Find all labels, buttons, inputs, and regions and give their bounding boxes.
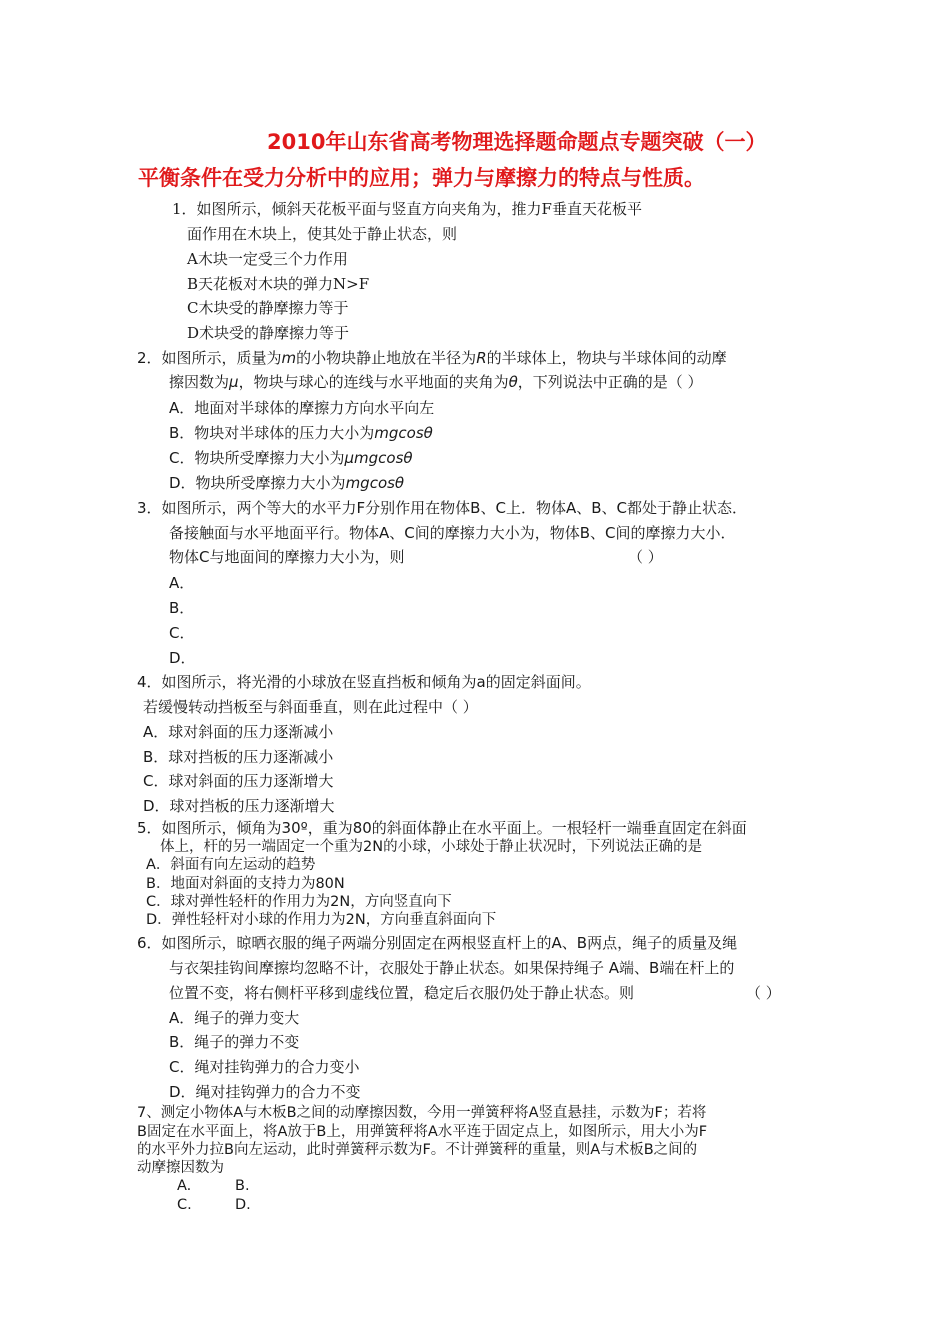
q2-option-b	[169, 423, 433, 443]
q5-option-b: B．地面对斜面的支持力为80N	[146, 876, 345, 892]
q4-stem-line1: 4．如图所示，将光滑的小球放在竖直挡板和倾角为a的固定斜面间。	[137, 673, 591, 691]
q1-option-a: A木块一定受三个力作用	[187, 250, 348, 268]
q5-option-d: D．弹性轻杆对小球的作用力为2N，方向垂直斜面向下	[146, 912, 497, 928]
q2-stem-line1	[137, 348, 727, 368]
q1-stem-line2: 面作用在木块上，使其处于静止状态，则	[187, 225, 458, 243]
q5-stem-line2: 体上，杆的另一端固定一个重为2N的小球，小球处于静止状况时，下列说法正确的是	[160, 839, 703, 855]
q2-stem-text: 的小物块静止地放在半径为	[296, 349, 477, 367]
q2-option-a: A．地面对半球体的摩擦力方向水平向左	[169, 399, 435, 417]
q1-stem-line1: 1．如图所示，倾斜天花板平面与竖直方向夹角为，推力F垂直天花板平	[172, 200, 642, 218]
q3-stem-line2: 备接触面与水平地面平行。物体A、C间的摩擦力大小为，物体B、C间的摩擦力大小．	[169, 524, 736, 542]
q2-stem-text: ，物块与球心的连线与水平地面的夹角为	[238, 373, 509, 391]
q4-option-d: D．球对挡板的压力逐渐增大	[143, 797, 335, 815]
q7-option-a: A.	[177, 1178, 192, 1194]
q4-option-a: A．球对斜面的压力逐渐减小	[143, 723, 334, 741]
q3-stem-line3: 物体C与地面间的摩擦力大小为，则	[169, 548, 405, 566]
q1-option-c: C木块受的静摩擦力等于	[187, 299, 349, 317]
q2-stem-text: ，下列说法中正确的是（ ）	[517, 373, 703, 391]
q2-stem-text: 2．如图所示，质量为	[137, 349, 282, 367]
q2-option-c-expr: μmgcosθ	[344, 449, 413, 467]
doc-subtitle: 平衡条件在受力分析中的应用；弹力与摩擦力的特点与性质。	[138, 166, 705, 190]
q2-option-d-expr: mgcosθ	[345, 474, 405, 492]
q3-option-d: D．	[169, 649, 196, 667]
q2-option-d-text: D．物块所受摩擦力大小为	[169, 474, 346, 492]
q2-stem-text: 擦因数为	[169, 373, 230, 391]
q2-stem-text: 的半球体上，物块与半球体间的动摩	[486, 349, 727, 367]
q2-var-mu: μ	[229, 373, 239, 391]
q7-stem-line2: B固定在水平面上，将A放于B上，用弹簧秤将A水平连于固定点上，如图所示，用大小为F	[137, 1124, 708, 1140]
q2-option-c-text: C．物块所受摩擦力大小为	[169, 449, 345, 467]
q6-stem-line2: 与衣架挂钩间摩擦均忽略不计，衣服处于静止状态。如果保持绳子 A端、B端在杆上的	[169, 959, 735, 977]
q6-option-d: D．绳对挂钩弹力的合力不变	[169, 1083, 361, 1101]
q3-stem-line1: 3．如图所示，两个等大的水平力F分别作用在物体B、C上．物体A、B、C都处于静止状态．	[137, 499, 747, 517]
q4-stem-line2: 若缓慢转动挡板至与斜面垂直，则在此过程中（ ）	[143, 698, 478, 716]
q4-option-c: C．球对斜面的压力逐渐增大	[143, 772, 334, 790]
q2-var-m: m	[281, 349, 297, 367]
q2-option-b-text: B．物块对半球体的压力大小为	[169, 424, 375, 442]
q6-option-a: A．绳子的弹力变大	[169, 1009, 300, 1027]
q2-stem-line2	[169, 372, 703, 392]
q6-option-c: C．绳对挂钩弹力的合力变小	[169, 1058, 360, 1076]
q1-option-d: D术块受的静摩擦力等于	[187, 324, 350, 342]
q7-option-c: C.	[177, 1197, 192, 1213]
q7-stem-line1: 7、测定小物体A与木板B之间的动摩擦因数，今用一弹簧秤将A竖直悬挂，示数为F；若将	[137, 1105, 707, 1121]
q4-option-b: B．球对挡板的压力逐渐减小	[143, 748, 334, 766]
q2-var-theta: θ	[508, 373, 518, 391]
q6-stem-line3: 位置不变，将右侧杆平移到虚线位置，稳定后衣服仍处于静止状态。则	[169, 984, 635, 1002]
q6-answer-paren: （ ）	[746, 984, 781, 1002]
q7-option-b: B.	[235, 1178, 250, 1194]
q3-answer-paren: （ ）	[628, 548, 663, 566]
q2-option-c	[169, 448, 413, 468]
q5-option-a: A．斜面有向左运动的趋势	[146, 857, 316, 873]
q5-stem-line1: 5．如图所示，倾角为30º，重为80的斜面体静止在水平面上。一根轻杆一端垂直固定在斜面	[137, 819, 747, 837]
q7-stem-line3: 的水平外力拉B向左运动，此时弹簧秤示数为F。不计弹簧秤的重量，则A与术板B之间的	[137, 1142, 698, 1158]
q7-option-d: D.	[235, 1197, 251, 1213]
q7-stem-line4: 动摩擦因数为	[137, 1160, 224, 1176]
q6-stem-line1: 6．如图所示，晾晒衣服的绳子两端分别固定在两根竖直杆上的A、B两点，绳子的质量及绳	[137, 934, 738, 952]
q2-option-d	[169, 473, 404, 493]
q2-var-r: R	[476, 349, 487, 367]
doc-title: 2010年山东省高考物理选择题命题点专题突破（一）	[267, 130, 767, 154]
q3-option-b: B．	[169, 599, 195, 617]
q2-option-b-expr: mgcosθ	[374, 424, 433, 442]
q3-option-c: C．	[169, 624, 195, 642]
q5-option-c: C．球对弹性轻杆的作用力为2N，方向竖直向下	[146, 894, 452, 910]
q1-option-b: B天花板对木块的弹力N>F	[187, 275, 370, 293]
q3-option-a: A．	[169, 574, 195, 592]
q6-option-b: B．绳子的弹力不变	[169, 1033, 300, 1051]
